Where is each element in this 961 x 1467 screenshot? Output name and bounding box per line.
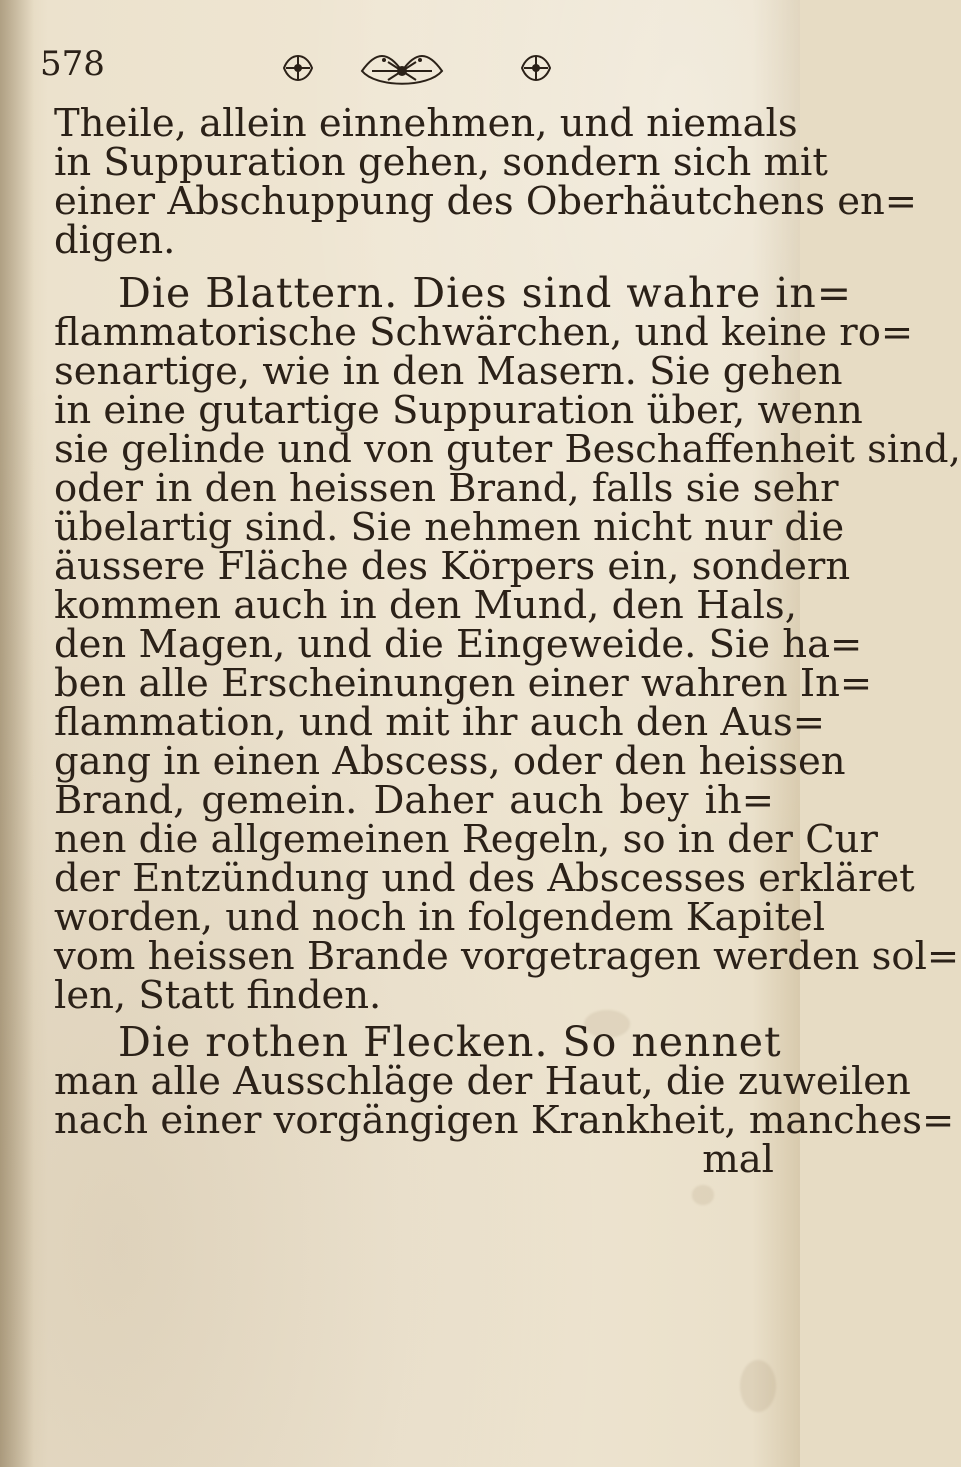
text-line: in Suppuration gehen, sondern sich mit: [54, 140, 828, 185]
text-line: der Entzündung und des Abscesses erkläret: [54, 856, 915, 901]
text-line: sie gelinde und von guter Beschaffenheit sind,: [54, 427, 961, 472]
section-heading-rothen-flecken: Die rothen Flecken. So nennet: [118, 1018, 782, 1066]
text-line: in eine gutartige Suppuration über, wenn: [54, 388, 863, 433]
catchword: mal: [702, 1137, 774, 1182]
text-line: einer Abschuppung des Oberhäutchens en=: [54, 179, 918, 224]
text-line: den Magen, und die Eingeweide. Sie ha=: [54, 622, 863, 667]
text-line: flammatorische Schwärchen, und keine ro=: [54, 310, 914, 355]
paper-stain: [692, 1185, 714, 1205]
text-line: äussere Fläche des Körpers ein, sondern: [54, 544, 851, 589]
text-line: man alle Ausschläge der Haut, die zuweilen: [54, 1059, 911, 1104]
text-line: digen.: [54, 218, 176, 263]
text-line: ben alle Erscheinungen einer wahren In=: [54, 661, 873, 706]
page-gutter-shadow: [0, 0, 34, 1467]
page-number: 578: [40, 44, 105, 84]
text-line: nen die allgemeinen Regeln, so in der Cur: [54, 817, 878, 862]
text-line: senartige, wie in den Masern. Sie gehen: [54, 349, 843, 394]
text-line: worden, und noch in folgendem Kapitel: [54, 895, 826, 940]
text-line: oder in den heissen Brand, falls sie sehr: [54, 466, 839, 511]
text-line: Theile, allein einnehmen, und niemals: [54, 101, 798, 146]
text-line: gang in einen Abscess, oder den heissen: [54, 739, 846, 784]
text-line: len, Statt finden.: [54, 973, 382, 1018]
text-line: kommen auch in den Mund, den Hals,: [54, 583, 797, 628]
text-line: übelartig sind. Sie nehmen nicht nur die: [54, 505, 845, 550]
paper-stain: [740, 1360, 776, 1412]
ornamental-fleuron-row: [272, 44, 562, 94]
text-line: nach einer vorgängigen Krankheit, manches=: [54, 1098, 955, 1143]
section-heading-blattern: Die Blattern. Dies sind wahre in=: [118, 269, 853, 317]
text-line: flammation, und mit ihr auch den Aus=: [54, 700, 826, 745]
main-text: [54, 101, 961, 1182]
text-line: vom heissen Brande vorgetragen werden sol=: [54, 934, 960, 979]
text-line: Brand, gemein. Daher auch bey ih=: [54, 778, 774, 823]
